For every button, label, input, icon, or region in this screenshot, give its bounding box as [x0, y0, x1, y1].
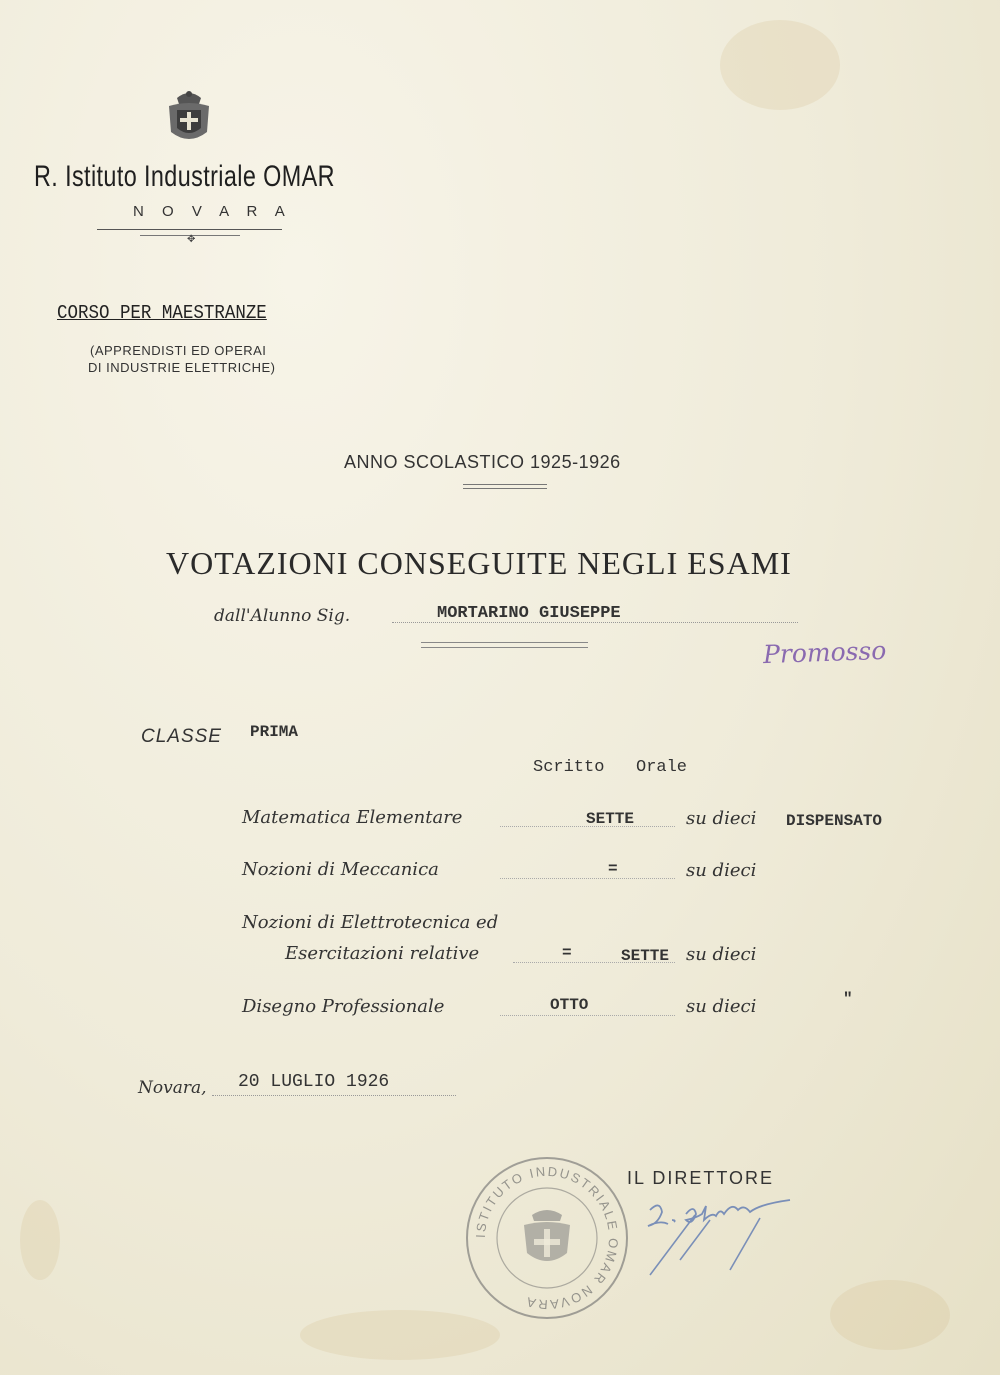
grade-scale: su dieci	[686, 808, 757, 829]
subject-name: Matematica Elementare	[242, 807, 463, 828]
place-label: Novara,	[138, 1078, 207, 1098]
director-label: IL DIRETTORE	[627, 1168, 775, 1188]
subject-name: Disegno Professionale	[242, 996, 445, 1017]
divider	[97, 229, 282, 230]
outcome-stamp: Promosso	[762, 635, 887, 670]
ornament-icon: ✥	[187, 234, 196, 245]
grade-scale: su dieci	[686, 860, 757, 881]
dotted-line	[212, 1095, 456, 1096]
course-title: CORSO PER MAESTRANZE	[57, 302, 267, 324]
grade-scale: su dieci	[686, 944, 757, 965]
grade-note: DISPENSATO	[786, 812, 883, 830]
student-label: dall'Alunno Sig.	[214, 606, 351, 626]
document-title: VOTAZIONI CONSEGUITE NEGLI ESAMI	[166, 545, 792, 581]
grade-written: =	[562, 944, 572, 962]
grade-written: =	[608, 860, 618, 878]
class-label: CLASSE	[141, 726, 222, 747]
royal-crest-icon	[163, 88, 215, 146]
grade-scale: su dieci	[686, 996, 757, 1017]
school-year: ANNO SCOLASTICO 1925-1926	[344, 452, 621, 472]
divider	[421, 642, 588, 643]
course-subtitle-line2: DI INDUSTRIE ELETTRICHE)	[88, 360, 276, 375]
institute-seal	[462, 1153, 632, 1323]
course-subtitle-line1: (APPRENDISTI ED OPERAI	[90, 343, 267, 358]
column-header-oral: Orale	[636, 758, 688, 777]
institute-name: R. Istituto Industriale OMAR	[34, 160, 335, 193]
divider	[421, 647, 588, 648]
dotted-line	[500, 1015, 675, 1016]
grade-note: "	[843, 990, 853, 1008]
seal-text: ISTITUTO INDUSTRIALE OMAR NOVARA	[472, 1163, 622, 1313]
subject-name-line1: Nozioni di Elettrotecnica ed	[242, 912, 499, 933]
institute-city: N O V A R A	[133, 203, 292, 220]
student-name: MORTARINO GIUSEPPE	[437, 604, 621, 623]
divider	[463, 488, 547, 489]
grade-oral: SETTE	[621, 947, 670, 965]
divider	[463, 484, 547, 485]
dotted-line	[500, 878, 675, 879]
grade-written: SETTE	[586, 810, 635, 828]
subject-name: Nozioni di Meccanica	[242, 859, 439, 880]
grade-written: OTTO	[550, 996, 589, 1014]
document-date: 20 LUGLIO 1926	[238, 1072, 390, 1092]
column-header-written: Scritto	[533, 758, 605, 777]
class-value: PRIMA	[250, 723, 299, 741]
subject-name: Esercitazioni relative	[285, 943, 480, 964]
director-signature	[640, 1190, 800, 1280]
